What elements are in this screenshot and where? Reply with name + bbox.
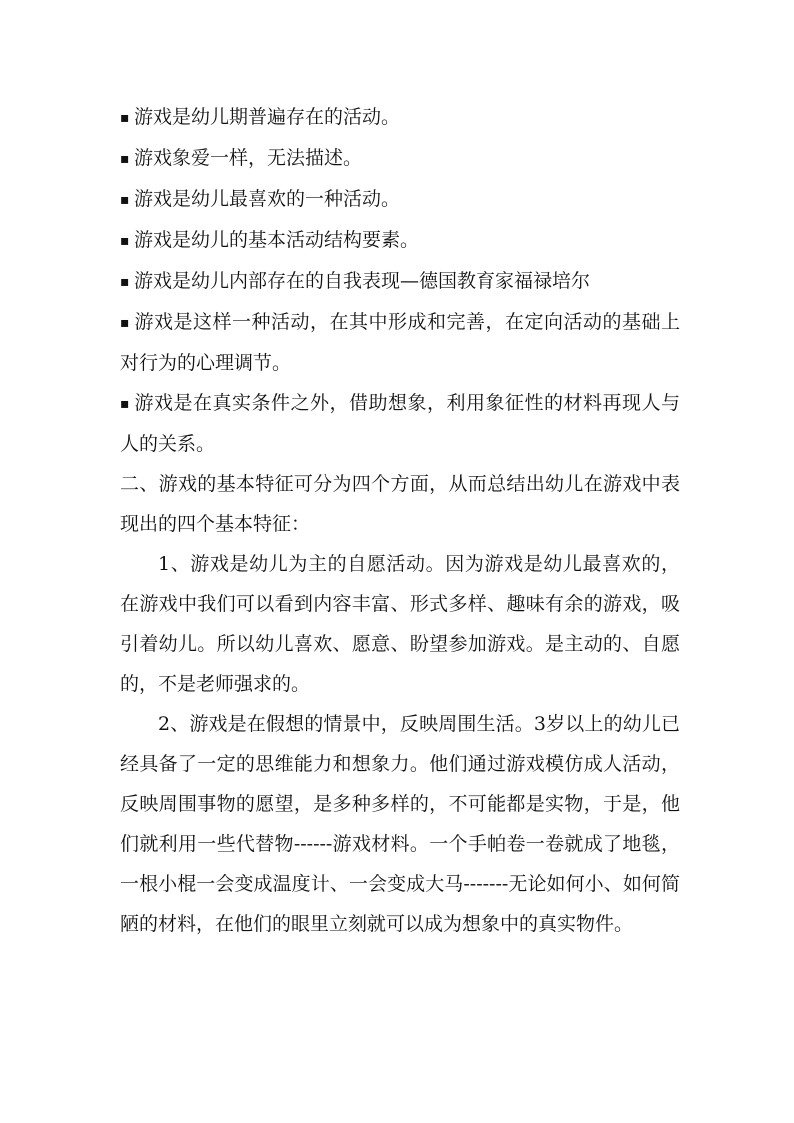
bullet-item-text: 游戏是幼儿最喜欢的一种活动。 (134, 188, 401, 210)
bullet-icon: ▪ (120, 315, 130, 331)
bullet-item-3 (120, 179, 680, 220)
bullet-item-text: 游戏是幼儿期普遍存在的活动。 (134, 106, 401, 128)
paragraph-feature-2: 2、游戏是在假想的情景中，反映周围生活。3岁以上的幼儿已经具备了一定的思维能力和想象力。他们通过游戏模仿成人活动，反映周围事物的愿望，是多种多样的，不可能都是实物，于是，他们就利用一些代替物------游戏材料。一个手帕卷一卷就成了地毯，一根小棍一会变成温度计、一会变成大马-------无论如何小、如何简陋的材料，在他们的眼里立刻就可以成为想象中的真实物件。 (120, 713, 680, 935)
bullet-icon: ▪ (120, 110, 130, 126)
bullet-icon: ▪ (120, 151, 130, 167)
section-heading: 二、游戏的基本特征可分为四个方面，从而总结出幼儿在游戏中表现出的四个基本特征： (120, 473, 680, 535)
bullet-item-text: 游戏是幼儿内部存在的自我表现—德国教育家福禄培尔 (134, 270, 591, 292)
bullet-item-text: 游戏是在真实条件之外，借助想象，利用象征性的材料再现人与人的关系。 (120, 392, 680, 455)
bullet-item-6 (120, 302, 680, 383)
bullet-item-4 (120, 220, 680, 261)
bullet-item-7 (120, 383, 680, 464)
bullet-icon: ▪ (120, 233, 130, 249)
bullet-icon: ▪ (120, 274, 130, 290)
bullet-item-text: 游戏象爱一样，无法描述。 (134, 147, 363, 169)
bullet-item-5 (120, 261, 680, 302)
document-body (120, 97, 680, 944)
bullet-item-1 (120, 97, 680, 138)
bullet-item-2 (120, 138, 680, 179)
bullet-icon: ▪ (120, 396, 130, 412)
bullet-icon: ▪ (120, 192, 130, 208)
bullet-item-text: 游戏是幼儿的基本活动结构要素。 (134, 229, 420, 251)
paragraph-feature-1: 1、游戏是幼儿为主的自愿活动。因为游戏是幼儿最喜欢的，在游戏中我们可以看到内容丰富、形式多样、趣味有余的游戏，吸引着幼儿。所以幼儿喜欢、愿意、盼望参加游戏。是主动的、自愿的，不是老师强求的。 (120, 553, 680, 695)
bullet-item-text: 游戏是这样一种活动，在其中形成和完善，在定向活动的基础上对行为的心理调节。 (120, 311, 680, 374)
